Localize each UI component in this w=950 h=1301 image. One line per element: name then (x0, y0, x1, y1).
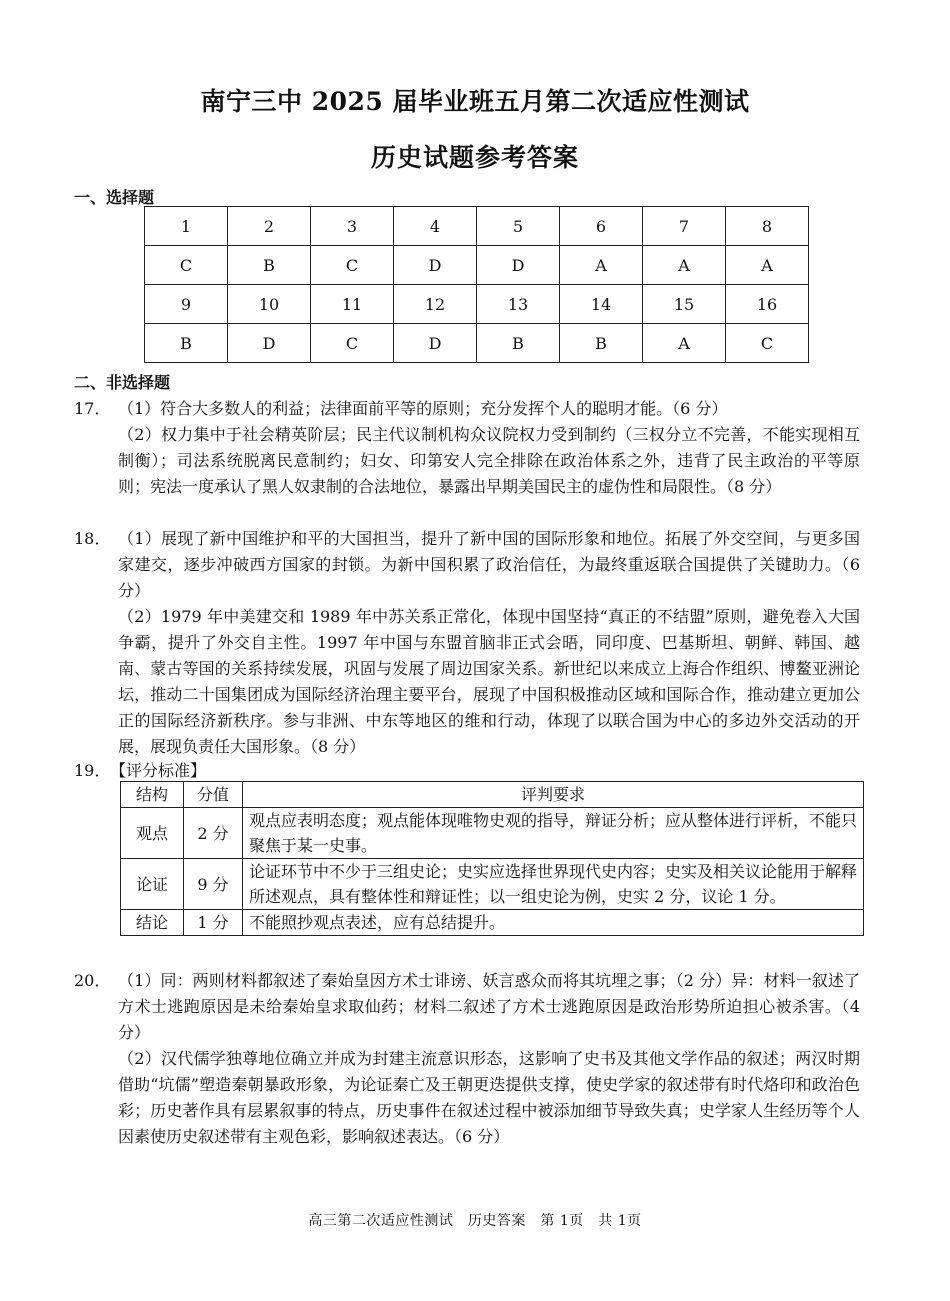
rubric-score: 2 分 (184, 808, 243, 859)
rubric-structure: 结论 (121, 910, 184, 936)
question-number-cell: 2 (228, 207, 311, 246)
rubric-structure: 观点 (121, 808, 184, 859)
answer-key-cell: C (145, 246, 228, 285)
page-footer: 高三第二次适应性测试 历史答案 第 1页 共 1页 (308, 1213, 642, 1229)
rubric-requirement: 观点应表明态度；观点能体现唯物史观的指导，辩证分析；应从整体进行评析，不能只聚焦于某一史事。 (243, 808, 864, 859)
answer-key-cell: D (228, 324, 311, 363)
answer-key-row (145, 324, 809, 363)
rubric-table (120, 781, 864, 936)
answer-key-cell: D (477, 246, 560, 285)
answer-20-part1: （1）同：两则材料都叙述了秦始皇因方术士诽谤、妖言惑众而将其坑埋之事；（2 分）异：材料一叙述了方术士逃跑原因是未给秦始皇求取仙药；材料二叙述了方术士逃跑原因是政治形势所迫担心被杀害。（4 分） (118, 971, 860, 1042)
rubric-structure: 论证 (121, 859, 184, 910)
rubric-score: 1 分 (184, 910, 243, 936)
answer-table (144, 206, 809, 363)
answer-key-cell: D (394, 246, 477, 285)
rubric-row (121, 910, 864, 936)
question-number-19: 19． (74, 761, 111, 780)
question-number-17: 17． (74, 399, 111, 418)
question-number-cell: 16 (726, 285, 809, 324)
question-number-cell: 1 (145, 207, 228, 246)
answer-17-part1: （1）符合大多数人的利益；法律面前平等的原则；充分发挥个人的聪明才能。（6 分） (118, 399, 728, 418)
question-number-cell: 14 (560, 285, 643, 324)
answer-key-cell: C (311, 246, 394, 285)
question-number-cell: 12 (394, 285, 477, 324)
answer-18-part1: （1）展现了新中国维护和平的大国担当，提升了新中国的国际形象和地位。拓展了外交空间，与更多国家建交，逐步冲破西方国家的封锁。为新中国积累了政治信任，为最终重返联合国提供了关键助力。（6 分） (118, 529, 860, 600)
answer-key-cell: A (726, 246, 809, 285)
answer-18-part2: （2）1979 年中美建交和 1989 年中苏关系正常化，体现中国坚持“真正的不结盟”原则，避免卷入大国争霸，提升了外交自主性。1997 年中国与东盟首脑非正式会晤，同印度、巴基斯坦、朝鲜、韩国、越南、蒙古等国的关系持续发展，巩固与发展了周边国家关系。新世纪以来成立上海合作组织、博鳌亚洲论坛，推动二十国集团成为国际经济治理主要平台，展现了中国积极推动区域和国际合作，推动建立更加公正的国际经济新秩序。参与非洲、中东等地区的维和行动，体现了以联合国为中心的多边外交活动的开展，展现负责任大国形象。（8 分） (118, 607, 860, 756)
question-number-18: 18． (74, 529, 111, 548)
answer-17-part2: （2）权力集中于社会精英阶层；民主代议制机构众议院权力受到制约（三权分立不完善，不能实现相互制衡）；司法系统脱离民意制约；妇女、印第安人完全排除在政治体系之外，违背了民主政治的平等原则；宪法一度承认了黑人奴隶制的合法地位，暴露出早期美国民主的虚伪性和局限性。（8 分） (118, 425, 860, 496)
rubric-header-score: 分值 (184, 782, 243, 808)
question-number-cell: 6 (560, 207, 643, 246)
answer-key-cell: A (643, 324, 726, 363)
answer-key-row (145, 246, 809, 285)
answer-key-cell: C (311, 324, 394, 363)
question-number-20: 20． (74, 971, 111, 990)
answer-key-cell: D (394, 324, 477, 363)
page-title: 南宁三中 2025 届毕业班五月第二次适应性测试 (200, 87, 750, 116)
rubric-header-requirement: 评判要求 (243, 782, 864, 808)
rubric-requirement: 论证环节中不少于三组史论；史实应选择世界现代史内容；史实及相关议论能用于解释所述观点，具有整体性和辩证性；以一组史论为例，史实 2 分，议论 1 分。 (243, 859, 864, 910)
rubric-score: 9 分 (184, 859, 243, 910)
question-number-row (145, 207, 809, 246)
question-number-row (145, 285, 809, 324)
answer-key-cell: B (228, 246, 311, 285)
rubric-label: 【评分标准】 (110, 761, 207, 780)
question-number-cell: 11 (311, 285, 394, 324)
question-number-cell: 8 (726, 207, 809, 246)
answer-key-cell: A (560, 246, 643, 285)
section-heading-nonchoice: 二、非选择题 (74, 373, 171, 392)
question-number-cell: 5 (477, 207, 560, 246)
rubric-row (121, 859, 864, 910)
answer-key-cell: A (643, 246, 726, 285)
answer-key-cell: B (145, 324, 228, 363)
rubric-header-structure: 结构 (121, 782, 184, 808)
answer-key-cell: B (477, 324, 560, 363)
rubric-requirement: 不能照抄观点表述，应有总结提升。 (243, 910, 864, 936)
rubric-row (121, 808, 864, 859)
question-number-cell: 15 (643, 285, 726, 324)
question-number-cell: 7 (643, 207, 726, 246)
section-heading-choice: 一、选择题 (74, 188, 155, 207)
answer-key-cell: C (726, 324, 809, 363)
question-number-cell: 10 (228, 285, 311, 324)
answer-key-cell: B (560, 324, 643, 363)
question-number-cell: 9 (145, 285, 228, 324)
question-number-cell: 13 (477, 285, 560, 324)
answer-20-part2: （2）汉代儒学独尊地位确立并成为封建主流意识形态，这影响了史书及其他文学作品的叙述；两汉时期借助“坑儒”塑造秦朝暴政形象，为论证秦亡及王朝更迭提供支撑，使史学家的叙述带有时代烙印和政治色彩；历史著作具有层累叙事的特点，历史事件在叙述过程中被添加细节导致失真；史学家人生经历等个人因素使历史叙述带有主观色彩，影响叙述表达。（6 分） (118, 1049, 860, 1146)
page-subtitle: 历史试题参考答案 (370, 143, 579, 172)
question-number-cell: 3 (311, 207, 394, 246)
question-number-cell: 4 (394, 207, 477, 246)
